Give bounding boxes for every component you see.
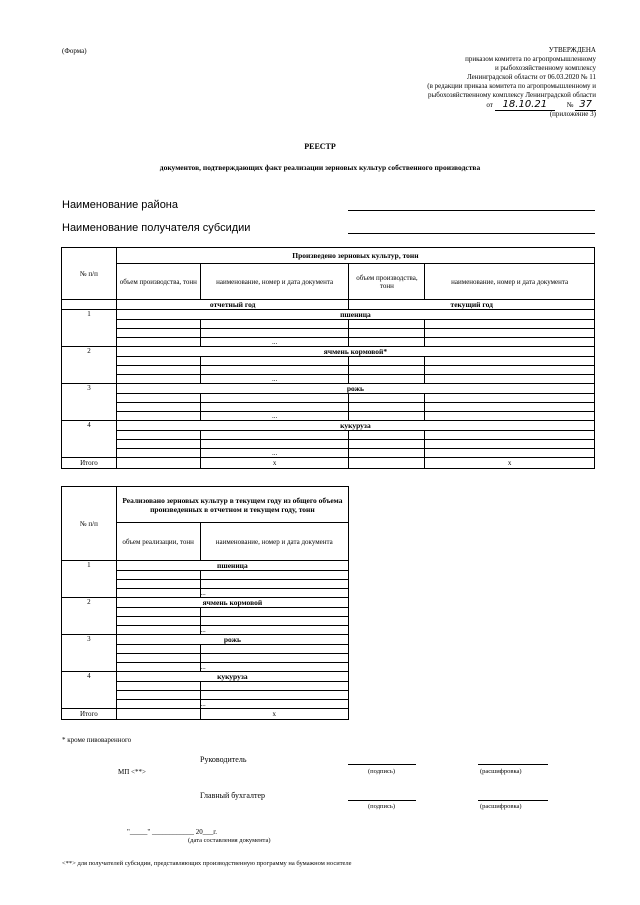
table-row (62, 310, 595, 320)
total-cell[interactable] (116, 458, 200, 469)
data-cell[interactable] (116, 357, 200, 366)
head-label: Руководитель (200, 755, 247, 764)
x-cell: х (200, 458, 349, 469)
data-cell[interactable] (349, 403, 425, 412)
col-no-header: № п/п (62, 248, 117, 300)
data-cell[interactable] (349, 357, 425, 366)
approval-no-label: № (566, 101, 574, 109)
table-row (62, 421, 595, 431)
date-hint: (дата составления документа) (188, 837, 271, 844)
district-label: Наименование района (62, 199, 178, 211)
col-doc2-header: наименование, номер и дата документа (425, 264, 595, 300)
crop-name: ячмень кормовой* (116, 347, 594, 357)
approval-date: 18.10.21 (495, 99, 556, 111)
total-row (62, 709, 349, 720)
data-cell[interactable] (349, 375, 425, 384)
year-current-header: текущий год (349, 300, 595, 310)
crop-name: рожь (116, 635, 348, 645)
table-row (62, 635, 349, 645)
total-label: Итого (62, 709, 117, 720)
row-no: 2 (62, 347, 117, 384)
data-cell[interactable] (425, 357, 595, 366)
footnote-2: <**> для получателей субсидии, представляющих производственную программу на бумажном носителе (62, 860, 352, 867)
data-cell[interactable] (425, 394, 595, 403)
signature-hint: (подпись) (368, 803, 395, 810)
crop-name: рожь (116, 384, 594, 394)
ellipsis-cell: ... (200, 626, 348, 635)
data-cell[interactable] (116, 691, 200, 700)
data-cell[interactable] (116, 366, 200, 375)
crop-name: кукуруза (116, 672, 348, 682)
approval-from: от (486, 101, 493, 109)
data-cell[interactable] (425, 366, 595, 375)
data-cell[interactable] (116, 626, 200, 635)
col-volume2-header: объем производства, тонн (349, 264, 425, 300)
data-cell[interactable] (116, 654, 200, 663)
total-cell[interactable] (349, 458, 425, 469)
sold-table (61, 486, 349, 720)
ellipsis-cell: ... (200, 449, 349, 458)
data-cell[interactable] (425, 320, 595, 329)
total-cell[interactable] (116, 709, 200, 720)
data-cell[interactable] (425, 449, 595, 458)
data-cell[interactable] (116, 617, 200, 626)
data-cell[interactable] (116, 663, 200, 672)
col-volume-header: объем реализации, тонн (116, 523, 200, 561)
data-cell[interactable] (200, 682, 348, 691)
approval-line: рыбохозяйственному комплексу Ленинградской области (428, 91, 596, 99)
x-cell: х (200, 709, 348, 720)
data-cell[interactable] (349, 320, 425, 329)
total-row (62, 458, 595, 469)
produced-table (61, 247, 595, 469)
crop-name: ячмень кормовой (116, 598, 348, 608)
approval-date-line (336, 100, 596, 110)
approval-appendix: (приложение 3) (549, 110, 596, 118)
data-cell[interactable] (200, 403, 349, 412)
data-cell[interactable] (116, 589, 200, 598)
row-no: 4 (62, 672, 117, 709)
data-cell[interactable] (200, 394, 349, 403)
accountant-label: Главный бухгалтер (200, 791, 265, 800)
data-cell[interactable] (200, 357, 349, 366)
row-no: 4 (62, 421, 117, 458)
data-cell[interactable] (116, 394, 200, 403)
sold-group-header: Реализовано зерновых культур в текущем году из общего объема произведенных в отчетном и текущем году, тонн (116, 487, 348, 523)
table-row (62, 561, 349, 571)
data-cell[interactable] (349, 329, 425, 338)
date-line[interactable]: "_____" ____________ 20___г. (127, 828, 218, 836)
data-cell[interactable] (425, 329, 595, 338)
data-cell[interactable] (425, 403, 595, 412)
table-row (62, 672, 349, 682)
data-cell[interactable] (349, 449, 425, 458)
approval-line: приказом комитета по агропромышленному (465, 55, 596, 63)
recipient-label: Наименование получателя субсидии (62, 222, 251, 234)
decode-hint: (расшифровка) (480, 803, 522, 810)
data-cell[interactable] (349, 338, 425, 347)
ellipsis-cell: ... (200, 375, 349, 384)
col-volume-header: объем производства, тонн (116, 264, 200, 300)
col-no-header: № п/п (62, 487, 117, 561)
data-cell[interactable] (200, 617, 348, 626)
data-cell[interactable] (425, 375, 595, 384)
data-cell[interactable] (116, 608, 200, 617)
data-cell[interactable] (349, 366, 425, 375)
data-cell[interactable] (425, 440, 595, 449)
decode-hint: (расшифровка) (480, 768, 522, 775)
ellipsis-cell: ... (200, 589, 348, 598)
data-cell[interactable] (425, 338, 595, 347)
page-title: РЕЕСТР (304, 142, 336, 151)
form-label: (Форма) (62, 47, 87, 55)
total-label: Итого (62, 458, 117, 469)
data-cell[interactable] (200, 654, 348, 663)
data-cell[interactable] (349, 412, 425, 421)
row-no: 2 (62, 598, 117, 635)
approval-block (336, 46, 596, 119)
data-cell[interactable] (349, 440, 425, 449)
data-cell[interactable] (200, 440, 349, 449)
approval-line: (в редакции приказа комитета по агропромышленному и (427, 82, 596, 90)
year-report-header: отчетный год (116, 300, 349, 310)
crop-name: пшеница (116, 561, 348, 571)
data-cell[interactable] (200, 329, 349, 338)
ellipsis-cell: ... (200, 663, 348, 672)
data-cell[interactable] (200, 366, 349, 375)
approval-no: 37 (575, 99, 596, 111)
data-cell[interactable] (116, 329, 200, 338)
data-cell[interactable] (116, 700, 200, 709)
data-cell[interactable] (200, 645, 348, 654)
approval-title: УТВЕРЖДЕНА (548, 46, 596, 54)
row-no: 3 (62, 635, 117, 672)
crop-name: пшеница (116, 310, 594, 320)
data-cell[interactable] (116, 338, 200, 347)
ellipsis-cell: ... (200, 338, 349, 347)
data-cell[interactable] (349, 431, 425, 440)
district-field-line[interactable] (348, 210, 595, 211)
head-signature-line[interactable] (348, 764, 416, 765)
col-doc-header: наименование, номер и дата документа (200, 523, 348, 561)
data-cell[interactable] (116, 375, 200, 384)
data-cell[interactable] (116, 645, 200, 654)
data-cell[interactable] (200, 691, 348, 700)
data-cell[interactable] (116, 580, 200, 589)
table-row (62, 598, 349, 608)
mp-label: МП <**> (118, 768, 146, 776)
data-cell[interactable] (349, 394, 425, 403)
data-cell[interactable] (200, 431, 349, 440)
data-cell[interactable] (200, 580, 348, 589)
ellipsis-cell: ... (200, 412, 349, 421)
data-cell[interactable] (116, 431, 200, 440)
approval-line: Ленинградской области от 06.03.2020 № 11 (466, 73, 596, 81)
data-cell[interactable] (116, 571, 200, 580)
x-cell: х (425, 458, 595, 469)
data-cell[interactable] (116, 412, 200, 421)
data-cell[interactable] (200, 571, 348, 580)
recipient-field-line[interactable] (348, 233, 595, 234)
empty-cell (62, 300, 117, 310)
accountant-decode-line[interactable] (478, 800, 548, 801)
data-cell[interactable] (116, 682, 200, 691)
data-cell[interactable] (425, 431, 595, 440)
footnote: * кроме пивоваренного (62, 736, 132, 744)
data-cell[interactable] (116, 440, 200, 449)
col-doc-header: наименование, номер и дата документа (200, 264, 349, 300)
table-row (62, 347, 595, 357)
ellipsis-cell: ... (200, 700, 348, 709)
data-cell[interactable] (200, 608, 348, 617)
accountant-signature-line[interactable] (348, 800, 416, 801)
signature-hint: (подпись) (368, 768, 395, 775)
head-decode-line[interactable] (478, 764, 548, 765)
row-no: 3 (62, 384, 117, 421)
page-subtitle: документов, подтверждающих факт реализации зерновых культур собственного производства (159, 163, 481, 172)
table-row (62, 384, 595, 394)
data-cell[interactable] (116, 403, 200, 412)
data-cell[interactable] (116, 320, 200, 329)
data-cell[interactable] (425, 412, 595, 421)
approval-line: и рыбохозяйственному комплексу (494, 64, 596, 72)
produced-group-header: Произведено зерновых культур, тонн (116, 248, 594, 264)
row-no: 1 (62, 310, 117, 347)
data-cell[interactable] (116, 449, 200, 458)
data-cell[interactable] (200, 320, 349, 329)
crop-name: кукуруза (116, 421, 594, 431)
row-no: 1 (62, 561, 117, 598)
